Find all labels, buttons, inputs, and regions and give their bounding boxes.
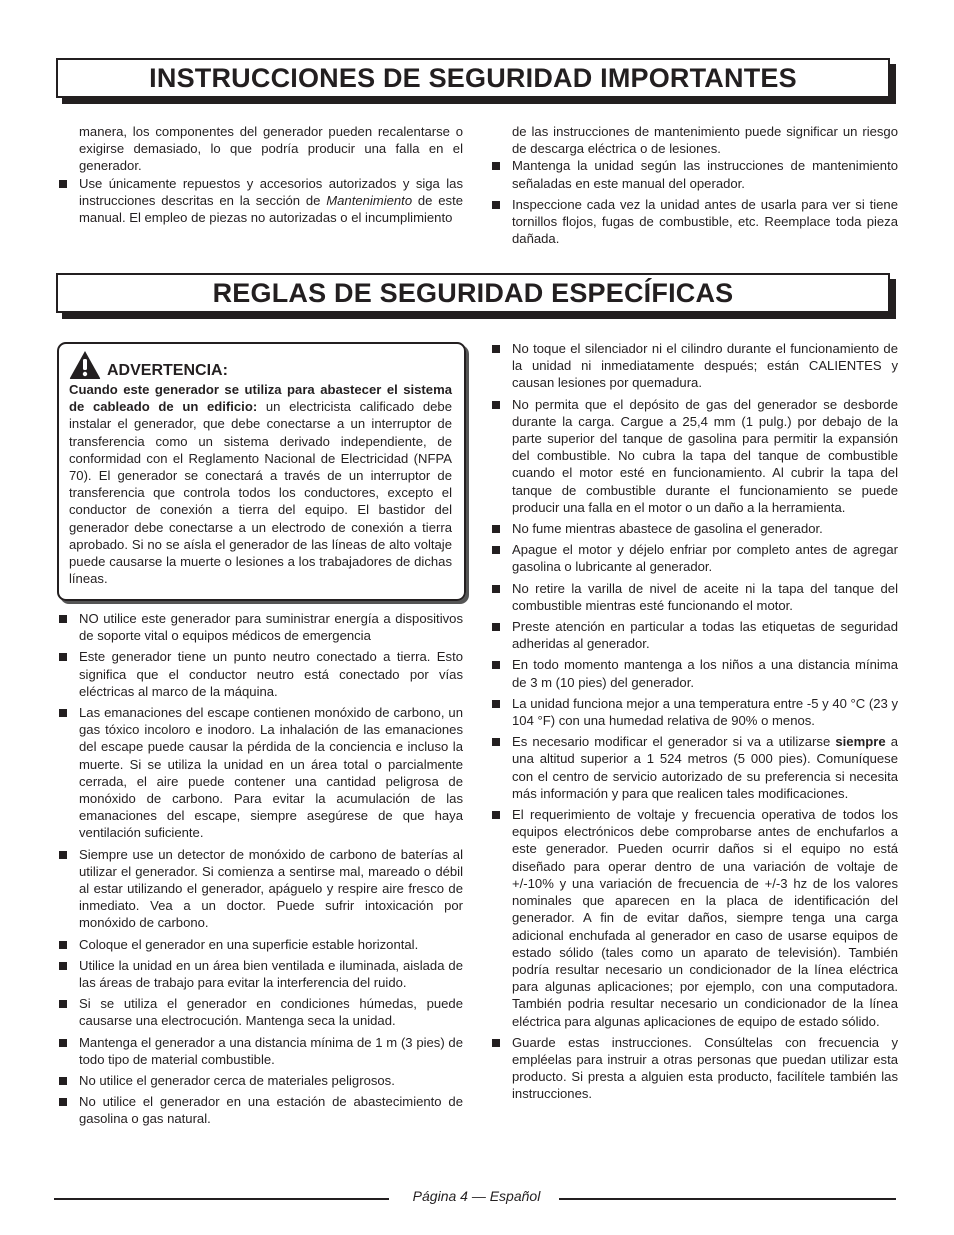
section-title: REGLAS DE SEGURIDAD ESPECÍFICAS bbox=[212, 277, 734, 308]
bullet-list bbox=[490, 340, 898, 1103]
list-item: Este generador tiene un punto neutro conectado a tierra. Esto significa que el conductor neutro está conectado por vías eléctricas al marco de la máquina. bbox=[57, 648, 463, 700]
warning-triangle-icon bbox=[69, 350, 101, 380]
warning-bold: Cuando este generador se utiliza para abastecer el sistema de cableado de un edificio: bbox=[69, 382, 452, 415]
list-item: Si se utiliza el generador en condiciones húmedas, puede causarse una electrocución. Mantenga seca la unidad. bbox=[57, 995, 463, 1029]
bullet-list bbox=[490, 157, 898, 247]
item-text: Use únicamente repuestos y accesorios autorizados y siga las instrucciones descritas en la sección de bbox=[79, 175, 463, 208]
list-item bbox=[490, 733, 898, 802]
page-number: Página 4 — Español bbox=[412, 1188, 541, 1204]
warning-header bbox=[69, 350, 452, 380]
list-item: No permita que el depósito de gas del generador se desborde durante la carga. Cargue a 25,4 mm (1 pulg.) por debajo de la parte superior del tanque de gasolina para permitir la expansión del combustible. No cubra la tapa del tanque de combustible cuando el motor esté en funcionamiento. Al cubrir la tapa del tanque de combustible durante el funcionamiento se puede producir una falla en el motor o un daño a la herramienta. bbox=[490, 396, 898, 516]
list-item: Inspeccione cada vez la unidad antes de usarla para ver si tiene tornillos flojos, fugas de combustible, etc. Reemplace toda pieza dañada. bbox=[490, 196, 898, 248]
top-right-column bbox=[490, 123, 898, 251]
warning-box bbox=[57, 342, 466, 601]
list-item: Utilice la unidad en un área bien ventilada e iluminada, aislada de las áreas de trabajo para evitar la interferencia del ruido. bbox=[57, 957, 463, 991]
bullet-list bbox=[57, 175, 463, 227]
list-item: En todo momento mantenga a los niños a una distancia mínima de 3 m (10 pies) del generador. bbox=[490, 656, 898, 690]
list-item: NO utilice este generador para suministrar energía a dispositivos de soporte vital o equipos médicos de emergencia bbox=[57, 610, 463, 644]
warning-title: ADVERTENCIA: bbox=[107, 362, 228, 380]
item-emphasis: Mantenimiento bbox=[326, 192, 413, 208]
list-item: Apague el motor y déjelo enfriar por completo antes de agregar gasolina o lubricante al generador. bbox=[490, 541, 898, 575]
list-item: No retire la varilla de nivel de aceite ni la tapa del tanque del combustible mientras esté funcionando el motor. bbox=[490, 580, 898, 614]
section-title: INSTRUCCIONES DE SEGURIDAD IMPORTANTES bbox=[149, 62, 797, 93]
warning-body: un electricista calificado debe instalar el generador, que debe conectarse a un interruptor de transferencia como un sistema derivado independiente, de conformidad con el Reglamento Nacional de Electricidad (NFPA 70). El generador se conectará a través de un interruptor de transferencia que controla todos los conductores, excepto el conductor de conexión a tierra del equipo. El bastidor del generador debe conectarse a un electrodo de conexión a tierra aprobado. Si no se aísla el generador de las líneas de alto voltaje puede causarse la muerte o lesiones a los trabajadores de dichas líneas. bbox=[69, 399, 452, 587]
page-footer bbox=[54, 1188, 896, 1208]
bullet-list bbox=[57, 610, 463, 1128]
list-item: Mantenga la unidad según las instrucciones de mantenimiento señaladas en este manual del operador. bbox=[490, 157, 898, 191]
bottom-right-column bbox=[490, 340, 898, 1107]
list-item: Las emanaciones del escape contienen monóxido de carbono, un gas tóxico incoloro e inodoro. La inhalación de las emanaciones del escape puede causar la pérdida de la conciencia e incluso la muerte. Si se utiliza la unidad en un área total o parcialmente cerrada, el aire puede contener una cantidad peligrosa de monóxido de carbono. Para evitar la acumulación de las emanaciones del escape, siempre asegúrese de que haya ventilación suficiente. bbox=[57, 704, 463, 842]
list-item: Siempre use un detector de monóxido de carbono de baterías al utilizar el generador. Si comienza a sentirse mal, mareado o débil al estar utilizando el generador, apáguelo y respire aire fresco de inmediato. Vea a un doctor. Puede sufrir intoxicación por monóxido de carbono. bbox=[57, 846, 463, 932]
bottom-left-column bbox=[57, 610, 463, 1132]
list-item: Preste atención en particular a todas las etiquetas de seguridad adheridas al generador. bbox=[490, 618, 898, 652]
section-banner-specific bbox=[56, 273, 890, 313]
list-item: El requerimiento de voltaje y frecuencia operativa de todos los equipos electrónicos debe comprobarse antes de enchufarlos a este generador. Pueden ocurrir daños si el equipo no está diseñado para operar dentro de una variación de voltaje de +/-10% y una variación de frecuencia de +/-3 hz de los valores nominales que aparecen en la placa de identificación del generador. A fin de evitar daños, siempre tenga una carga adicional enchufada al generador en caso de usarse equipos de estado sólido (tales como un aparato de televisión). También podría resultar necesario un condicionador de la línea eléctrica para algunas aplicaciones; por ejemplo, con una computadora. También podria resultar necesario un condicionador de la línea eléctrica para algunas aplicaciones de equipo de estado sólido. bbox=[490, 806, 898, 1030]
item-text: a una altitud superior a 1 524 metros (5 000 pies). Comuníquese con el centro de servicio autorizado de su preferencia si necesita más información y para que realicen tales modificaciones. bbox=[512, 734, 899, 801]
list-item: Guarde estas instrucciones. Consúltelas con frecuencia y empléelas para instruir a otras personas que puedan utilizar esta producto. Si presta a alguien esta producto, facilítele también las instrucciones. bbox=[490, 1034, 898, 1103]
list-item: No utilice el generador en una estación de abastecimiento de gasolina o gas natural. bbox=[57, 1093, 463, 1127]
list-item: No utilice el generador cerca de materiales peligrosos. bbox=[57, 1072, 463, 1089]
list-item: Mantenga el generador a una distancia mínima de 1 m (3 pies) de todo tipo de material combustible. bbox=[57, 1034, 463, 1068]
top-left-column bbox=[57, 123, 463, 230]
list-item bbox=[57, 175, 463, 227]
list-item: La unidad funciona mejor a una temperatura entre -5 y 40 °C (23 y 104 °F) con una humedad relativa de 90% o menos. bbox=[490, 695, 898, 729]
item-text: Es necesario modificar el generador si va a utilizarse bbox=[512, 734, 836, 750]
item-text: de este manual. El empleo de piezas no autorizadas o el incumplimiento bbox=[79, 192, 463, 226]
list-item: No toque el silenciador ni el cilindro durante el funcionamiento de la unidad ni inmediatamente después; están CALIENTES y causan lesiones por quemadura. bbox=[490, 340, 898, 392]
section-banner-important bbox=[56, 58, 890, 98]
list-item: Coloque el generador en una superficie estable horizontal. bbox=[57, 936, 463, 953]
warning-text bbox=[69, 381, 452, 587]
item-bold: siempre bbox=[835, 734, 886, 750]
continuation-text: manera, los componentes del generador pueden recalentarse o exigirse demasiado, lo que podría producir una falla en el generador. bbox=[79, 124, 463, 174]
list-item: No fume mientras abastece de gasolina el generador. bbox=[490, 520, 898, 537]
footer-rule bbox=[54, 1198, 389, 1200]
continuation-text: de las instrucciones de mantenimiento puede significar un riesgo de descarga eléctrica o de lesiones. bbox=[512, 124, 898, 157]
footer-rule bbox=[559, 1198, 896, 1200]
